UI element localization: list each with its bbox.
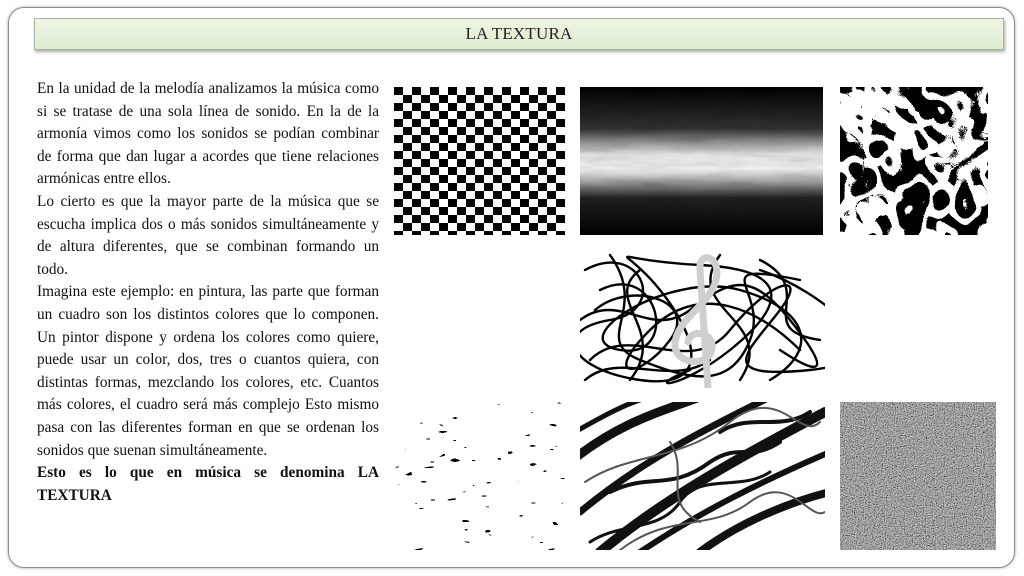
paragraph-conclusion: Esto es lo que en música se denomina LA TEXTURA: [37, 464, 379, 504]
slide-title: LA TEXTURA: [465, 24, 573, 43]
title-bar: [34, 18, 1004, 50]
checkerboard-texture: [394, 87, 565, 235]
paragraph-melody-harmony: En la unidad de la melodía analizamos la música como si se tratase de una sola línea de sonido. En la de la armonía vimos como los sonidos se podían combinar de forma que dan lugar a acordes que tiene relaciones armónicas entre ellos.: [37, 80, 379, 188]
horizon-abstract-texture: [580, 87, 823, 235]
broken-pattern-texture: [394, 402, 565, 550]
paragraph-painting-example: Imagina este ejemplo: en pintura, las parte que forman un cuadro son los distintos colores que lo componen. Un pintor dispone y ordena los colores como quiere, puede usar un color, dos, tres o cuantos quiera, con distintas formas, mezclando los colores, etc. Cuantos más colores, el cuadro será más complejo Esto mismo pasa con las diferentes forman en que se ordenan los sonidos que suenan simultáneamente.: [37, 283, 379, 459]
marble-swirl-svg: [840, 87, 988, 235]
paragraph-simultaneous-sounds: Lo cierto es que la mayor parte de la música que se escucha implica dos o más sonidos simultáneamente y de altura diferentes, que se combinan formando un todo.: [37, 192, 379, 278]
checkerboard-svg: [394, 87, 565, 235]
noise-texture: [840, 402, 996, 550]
broken-pattern-svg: [394, 402, 565, 550]
horizon-abstract-svg: [580, 87, 823, 235]
treble-clef-scribble-svg: [580, 250, 825, 388]
body-text: [37, 78, 379, 507]
marble-swirl-texture: [840, 87, 988, 235]
treble-clef-scribble-texture: [580, 250, 825, 388]
brush-stroke-texture: [580, 402, 825, 550]
brush-stroke-svg: [580, 402, 825, 550]
noise-svg: [840, 402, 996, 550]
